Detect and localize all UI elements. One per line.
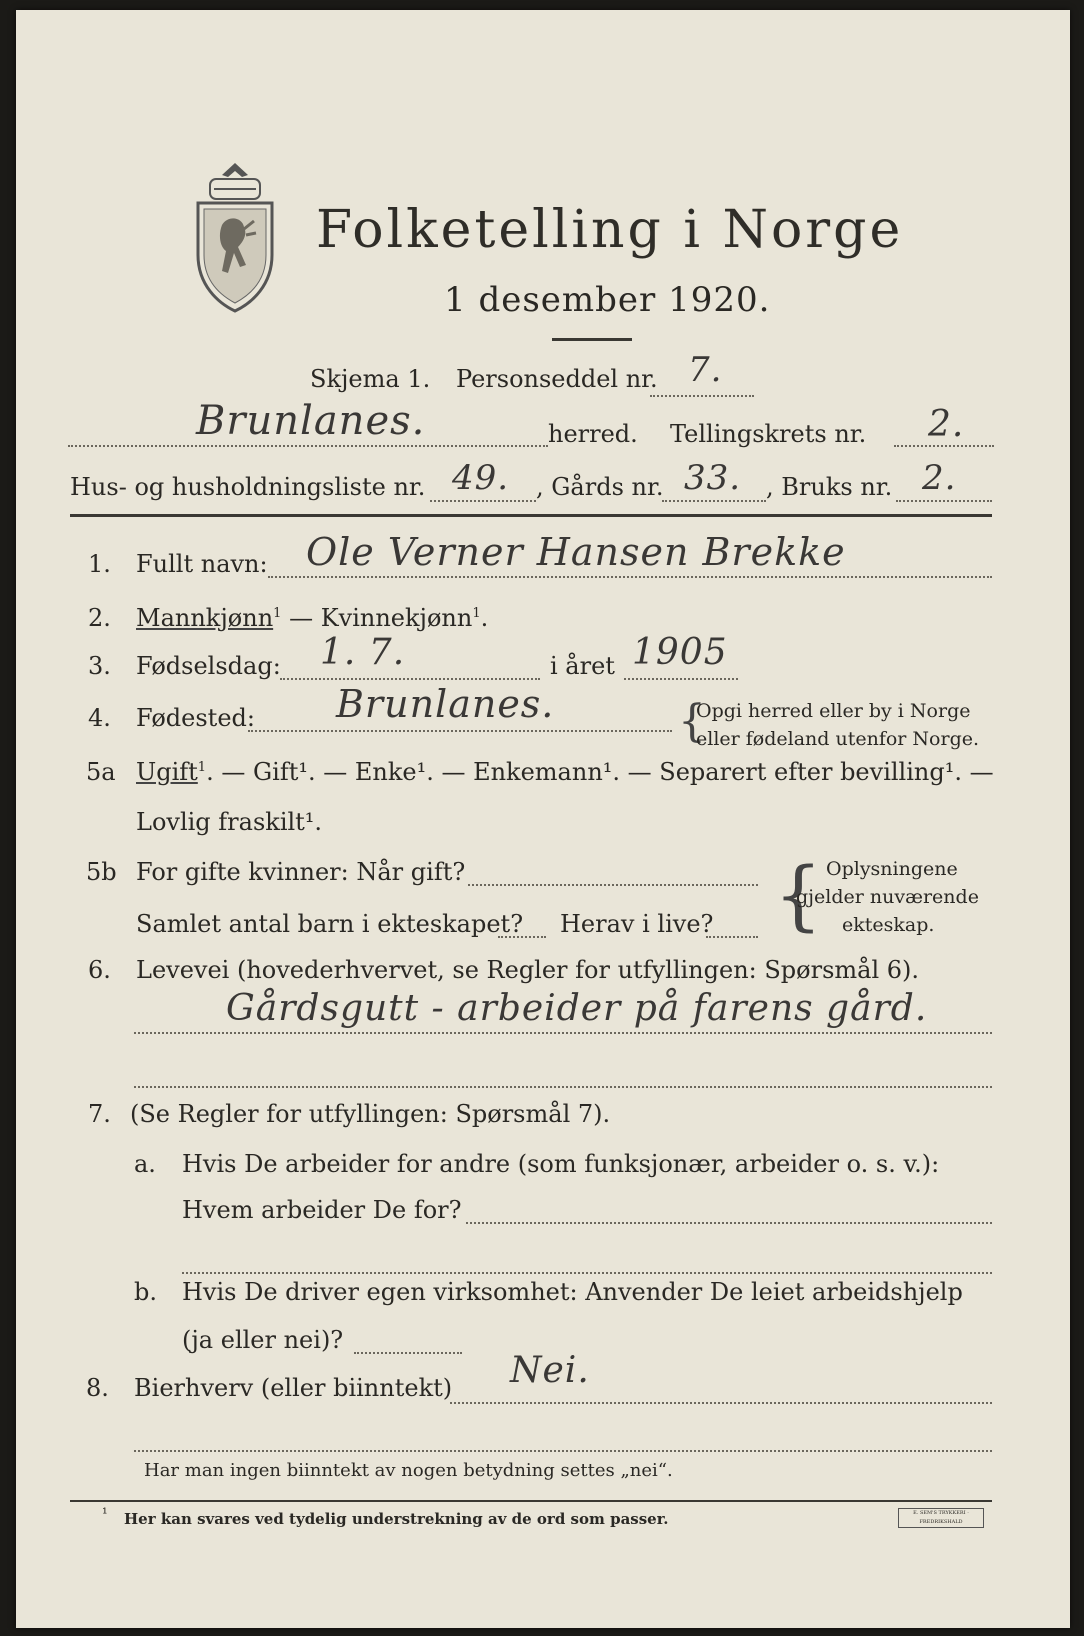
census-date: 1 desember 1920. [444, 280, 771, 320]
unmarried-option: Ugift [136, 758, 198, 786]
hus-label: Hus- og husholdningsliste nr. [70, 473, 426, 501]
bruks-value: 2. [922, 458, 957, 498]
hus-value: 49. [452, 458, 510, 498]
male-option: Mannkjønn [136, 604, 274, 632]
birthplace-note-1: Opgi herred eller by i Norge [696, 700, 971, 722]
birthdate-value: 1. 7. [320, 632, 406, 673]
q1-number: 1. [88, 550, 111, 578]
coat-of-arms-icon [192, 155, 278, 319]
marriage-note-3: ekteskap. [842, 914, 935, 936]
tellingskrets-label: Tellingskrets nr. [670, 420, 867, 448]
female-option: Kvinnekjønn [320, 604, 473, 632]
q8-number: 8. [86, 1374, 109, 1402]
birthplace-note-2: eller fødeland utenfor Norge. [696, 728, 980, 750]
q5a-number: 5a [86, 758, 116, 786]
q7-number: 7. [88, 1100, 111, 1128]
children-total-label: Samlet antal barn i ekteskapet? [136, 910, 524, 938]
year-label: i året [550, 652, 615, 680]
marriage-note-1: Oplysningene [826, 858, 958, 880]
q5b-number: 5b [86, 858, 117, 886]
tellingskrets-value: 2. [928, 404, 965, 445]
occupation-value: Gårdsgutt - arbeider på farens gård. [226, 988, 928, 1029]
q7b-number: b. [134, 1278, 157, 1306]
q3-label: Fødselsdag: [136, 652, 281, 680]
gards-label: , Gårds nr. [536, 473, 664, 501]
bruks-label: , Bruks nr. [766, 473, 893, 501]
q2-number: 2. [88, 604, 111, 632]
q7a-number: a. [134, 1150, 156, 1178]
yes-no-label: (ja eller nei)? [182, 1326, 344, 1354]
employer-label: Hvem arbeider De for? [182, 1196, 462, 1224]
brace-icon: { [774, 850, 823, 939]
birth-year-value: 1905 [632, 632, 728, 673]
q6-number: 6. [88, 956, 111, 984]
personseddel-value: 7. [688, 350, 723, 390]
q3-number: 3. [88, 652, 111, 680]
marital-status-options: Ugift$^1$. — Gift¹. — Enke¹. — Enkemann¹. — Separert efter bevilling¹. — [136, 758, 994, 786]
gards-value: 33. [684, 458, 742, 498]
q4-label: Fødested: [136, 704, 255, 732]
footnote-mark: ¹ [102, 1506, 108, 1522]
employer-question: Hvis De arbeider for andre (som funksjonær, arbeider o. s. v.): [182, 1150, 940, 1178]
divorced-option: Lovlig fraskilt¹. [136, 808, 323, 836]
side-income-note: Har man ingen biinntekt av nogen betydning settes „nei“. [144, 1460, 673, 1481]
brace-icon: { [678, 696, 706, 747]
header-rule [70, 514, 992, 517]
census-form-page [16, 10, 1070, 1628]
side-income-label: Bierhverv (eller biinntekt) [134, 1374, 453, 1402]
occupation-label: Levevei (hovederhvervet, se Regler for utfyllingen: Spørsmål 6). [136, 956, 920, 984]
printer-stamp: E. SEM'S TRYKKERI · FREDRIKSHALD [898, 1508, 984, 1528]
married-when-label: For gifte kvinner: Når gift? [136, 858, 466, 886]
schema-label: Skjema 1. [310, 365, 431, 393]
herred-label: herred. [548, 420, 638, 448]
marriage-note-2: gjelder nuværende [796, 886, 979, 908]
footnote-text: Her kan svares ved tydelig understrekning av de ord som passer. [124, 1510, 669, 1528]
sex-options: Mannkjønn$^1$ — Kvinnekjønn$^1$. [136, 604, 489, 632]
side-income-value: Nei. [510, 1350, 590, 1391]
personseddel-label: Personseddel nr. [456, 365, 658, 393]
q7-label: (Se Regler for utfyllingen: Spørsmål 7). [130, 1100, 611, 1128]
title-divider [552, 338, 632, 341]
herred-value: Brunlanes. [196, 398, 426, 444]
own-business-question: Hvis De driver egen virksomhet: Anvender De leiet arbeidshjelp [182, 1278, 963, 1306]
q4-number: 4. [88, 704, 111, 732]
footnote-rule [70, 1500, 992, 1502]
birthplace-value: Brunlanes. [336, 682, 555, 726]
children-alive-label: Herav i live? [560, 910, 714, 938]
q1-label: Fullt navn: [136, 550, 268, 578]
form-title: Folketelling i Norge [316, 200, 904, 260]
full-name-value: Ole Verner Hansen Brekke [306, 530, 846, 574]
